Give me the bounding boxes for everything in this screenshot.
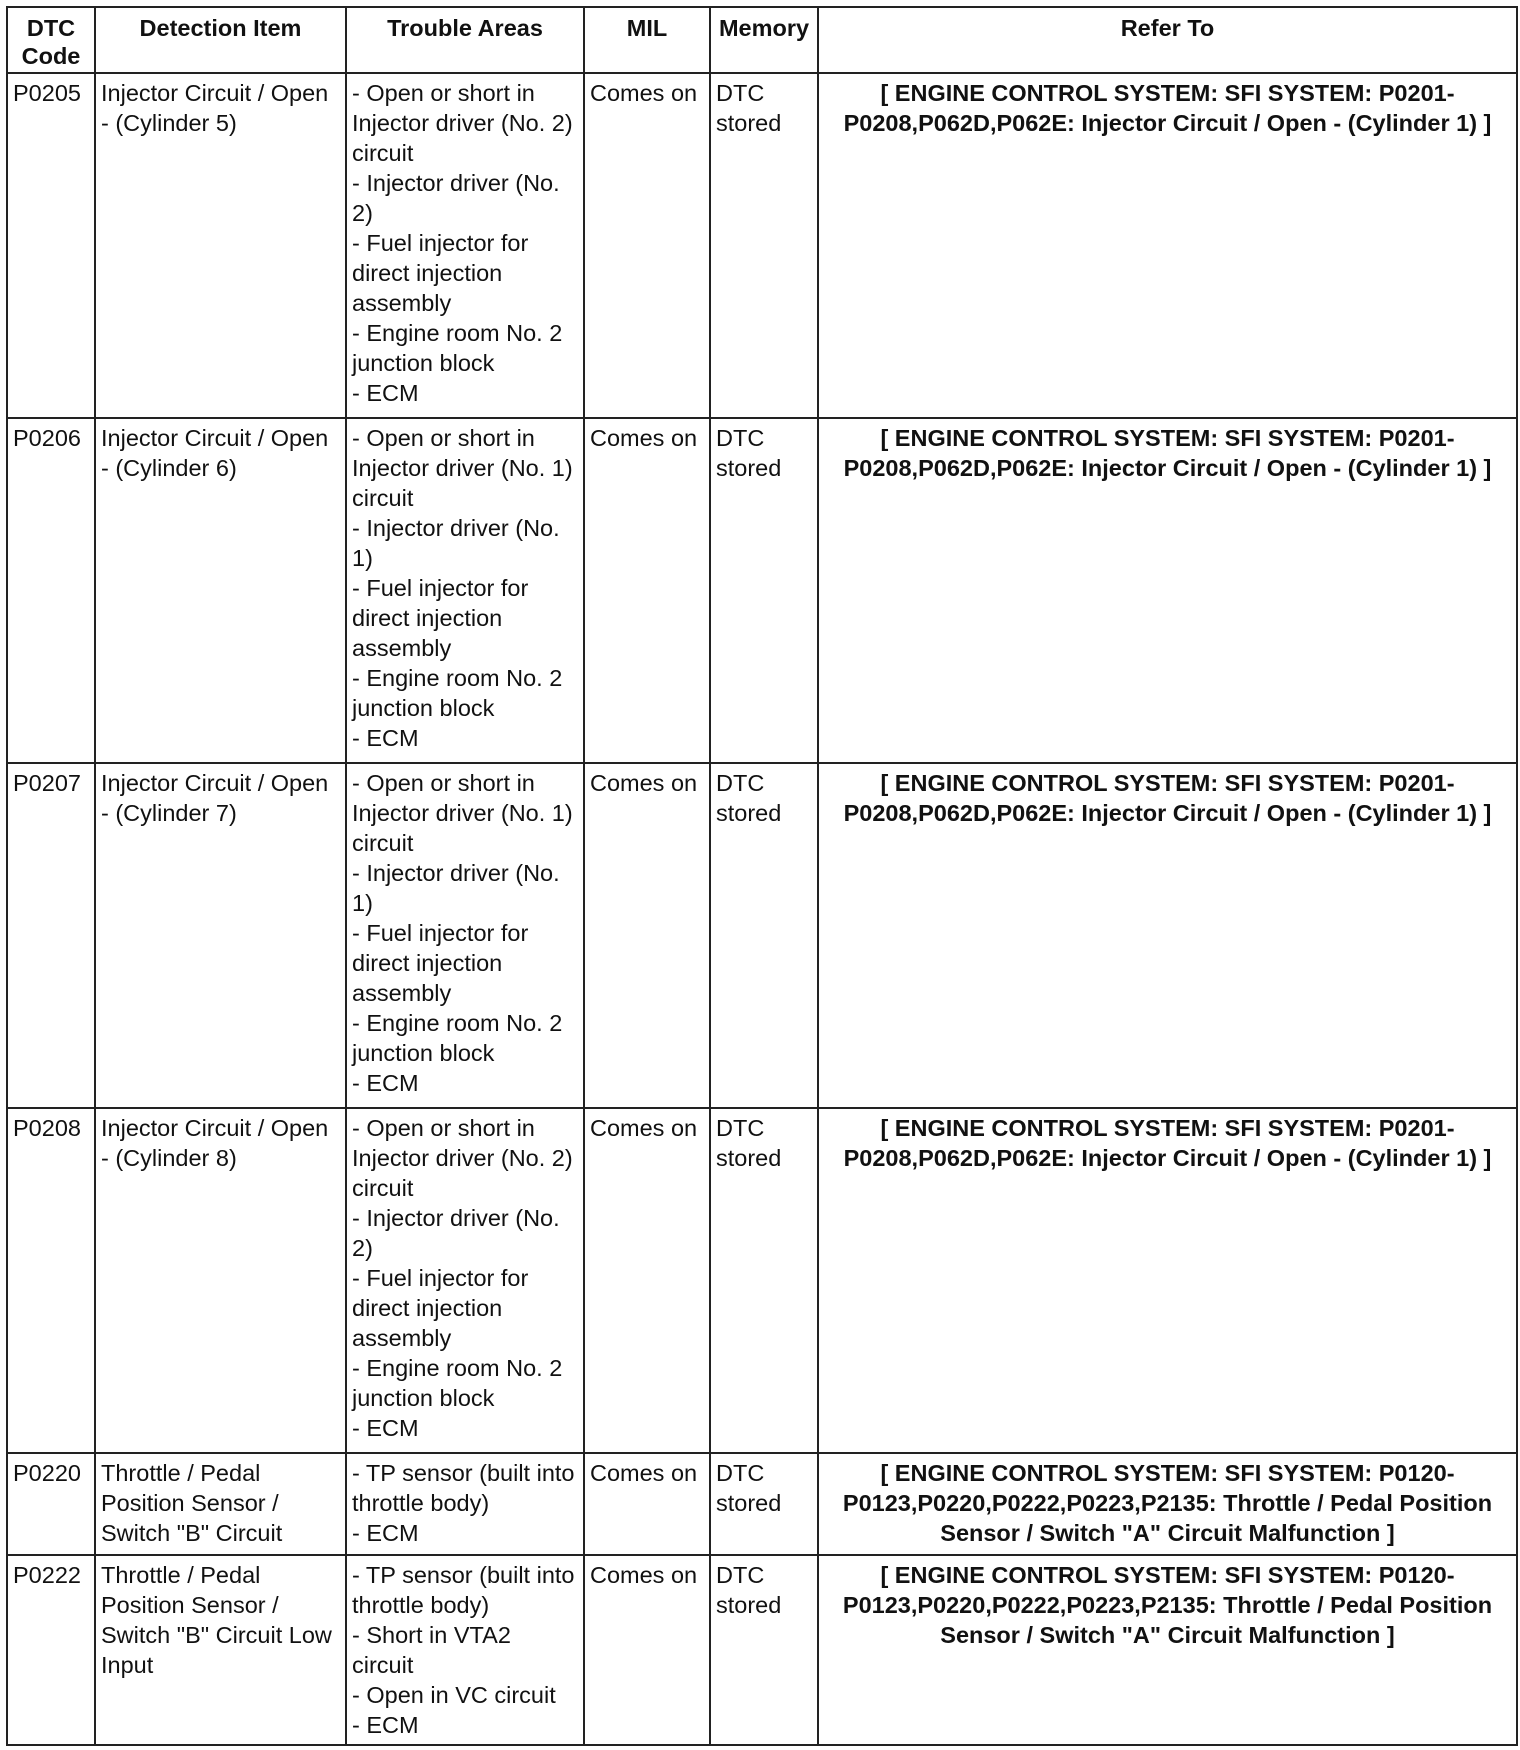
table-row xyxy=(7,1453,1517,1555)
trouble-area-item: - Open in VC circuit xyxy=(352,1682,556,1708)
header-memory: Memory xyxy=(710,7,818,73)
header-dtc-code: DTC Code xyxy=(7,7,95,73)
table-header-row xyxy=(7,7,1517,73)
refer-to-link[interactable]: [ ENGINE CONTROL SYSTEM: SFI SYSTEM: P0201-P0208,P062D,P062E: Injector Circuit / Open - (Cylinder 1) ] xyxy=(818,1108,1517,1453)
trouble-area-item: - ECM xyxy=(352,380,419,406)
trouble-area-item: - ECM xyxy=(352,1070,419,1096)
dtc-table-page xyxy=(6,6,1518,1746)
trouble-area-item: - Open or short in Injector driver (No. 1) circuit xyxy=(352,770,573,856)
table-row xyxy=(7,763,1517,1108)
trouble-area-item: - Injector driver (No. 1) xyxy=(352,515,560,571)
refer-to-link[interactable]: [ ENGINE CONTROL SYSTEM: SFI SYSTEM: P0120-P0123,P0220,P0222,P0223,P2135: Throttle / Pedal Position Sensor / Switch "A" Circuit Malfunction ] xyxy=(818,1453,1517,1555)
trouble-area-item: - Engine room No. 2 junction block xyxy=(352,1010,563,1066)
detection-item-cell: Injector Circuit / Open - (Cylinder 8) xyxy=(95,1108,346,1453)
dtc-code-cell: P0208 xyxy=(7,1108,95,1453)
trouble-area-item: - Engine room No. 2 junction block xyxy=(352,665,563,721)
refer-to-link[interactable]: [ ENGINE CONTROL SYSTEM: SFI SYSTEM: P0120-P0123,P0220,P0222,P0223,P2135: Throttle / Pedal Position Sensor / Switch "A" Circuit Malfunction ] xyxy=(818,1555,1517,1745)
memory-cell: DTC stored xyxy=(710,1108,818,1453)
refer-to-link[interactable]: [ ENGINE CONTROL SYSTEM: SFI SYSTEM: P0201-P0208,P062D,P062E: Injector Circuit / Open - (Cylinder 1) ] xyxy=(818,73,1517,418)
trouble-area-item: - Fuel injector for direct injection assembly xyxy=(352,1265,529,1351)
trouble-area-item: - Open or short in Injector driver (No. 2) circuit xyxy=(352,1115,573,1201)
trouble-areas-cell xyxy=(346,1108,584,1453)
detection-item-cell: Injector Circuit / Open - (Cylinder 6) xyxy=(95,418,346,763)
trouble-area-item: - ECM xyxy=(352,1712,419,1738)
trouble-area-item: - Engine room No. 2 junction block xyxy=(352,320,563,376)
dtc-code-cell: P0206 xyxy=(7,418,95,763)
trouble-area-item: - Fuel injector for direct injection assembly xyxy=(352,230,529,316)
trouble-area-item: - TP sensor (built into throttle body) xyxy=(352,1562,575,1618)
mil-cell: Comes on xyxy=(584,763,710,1108)
trouble-areas-cell xyxy=(346,1453,584,1555)
trouble-area-item: - Short in VTA2 circuit xyxy=(352,1622,511,1678)
refer-to-link[interactable]: [ ENGINE CONTROL SYSTEM: SFI SYSTEM: P0201-P0208,P062D,P062E: Injector Circuit / Open - (Cylinder 1) ] xyxy=(818,763,1517,1108)
memory-cell: DTC stored xyxy=(710,1453,818,1555)
dtc-table xyxy=(6,6,1518,1746)
mil-cell: Comes on xyxy=(584,1108,710,1453)
dtc-code-cell: P0220 xyxy=(7,1453,95,1555)
trouble-areas-cell xyxy=(346,763,584,1108)
table-row xyxy=(7,1108,1517,1453)
mil-cell: Comes on xyxy=(584,73,710,418)
detection-item-cell: Injector Circuit / Open - (Cylinder 5) xyxy=(95,73,346,418)
trouble-area-item: - Open or short in Injector driver (No. 1) circuit xyxy=(352,425,573,511)
trouble-area-item: - ECM xyxy=(352,1415,419,1441)
table-row xyxy=(7,1555,1517,1745)
trouble-area-item: - Open or short in Injector driver (No. 2) circuit xyxy=(352,80,573,166)
dtc-code-cell: P0207 xyxy=(7,763,95,1108)
trouble-area-item: - Fuel injector for direct injection assembly xyxy=(352,575,529,661)
detection-item-cell: Injector Circuit / Open - (Cylinder 7) xyxy=(95,763,346,1108)
memory-cell: DTC stored xyxy=(710,418,818,763)
memory-cell: DTC stored xyxy=(710,763,818,1108)
trouble-areas-cell xyxy=(346,418,584,763)
memory-cell: DTC stored xyxy=(710,73,818,418)
mil-cell: Comes on xyxy=(584,418,710,763)
trouble-areas-cell xyxy=(346,1555,584,1745)
trouble-area-item: - Injector driver (No. 2) xyxy=(352,170,560,226)
trouble-area-item: - Engine room No. 2 junction block xyxy=(352,1355,563,1411)
table-row xyxy=(7,73,1517,418)
trouble-areas-cell xyxy=(346,73,584,418)
detection-item-cell: Throttle / Pedal Position Sensor / Switch "B" Circuit xyxy=(95,1453,346,1555)
trouble-area-item: - Injector driver (No. 1) xyxy=(352,860,560,916)
trouble-area-item: - Injector driver (No. 2) xyxy=(352,1205,560,1261)
table-row xyxy=(7,418,1517,763)
header-mil: MIL xyxy=(584,7,710,73)
refer-to-link[interactable]: [ ENGINE CONTROL SYSTEM: SFI SYSTEM: P0201-P0208,P062D,P062E: Injector Circuit / Open - (Cylinder 1) ] xyxy=(818,418,1517,763)
header-trouble-areas: Trouble Areas xyxy=(346,7,584,73)
dtc-code-cell: P0222 xyxy=(7,1555,95,1745)
mil-cell: Comes on xyxy=(584,1453,710,1555)
dtc-code-cell: P0205 xyxy=(7,73,95,418)
mil-cell: Comes on xyxy=(584,1555,710,1745)
detection-item-cell: Throttle / Pedal Position Sensor / Switch "B" Circuit Low Input xyxy=(95,1555,346,1745)
trouble-area-item: - ECM xyxy=(352,725,419,751)
trouble-area-item: - ECM xyxy=(352,1520,419,1546)
header-refer-to: Refer To xyxy=(818,7,1517,73)
trouble-area-item: - TP sensor (built into throttle body) xyxy=(352,1460,575,1516)
memory-cell: DTC stored xyxy=(710,1555,818,1745)
trouble-area-item: - Fuel injector for direct injection assembly xyxy=(352,920,529,1006)
header-detection-item: Detection Item xyxy=(95,7,346,73)
